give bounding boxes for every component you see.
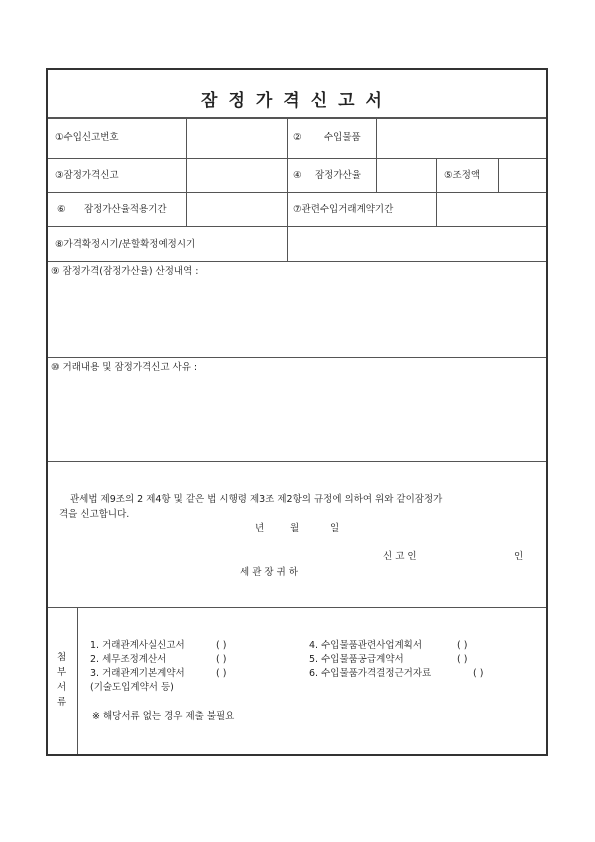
row-divider [48,357,546,358]
column-divider [498,158,499,192]
attachment-item: 5. 수입물품공급계약서 [309,654,404,665]
attachment-check-box[interactable]: ( ) [457,640,468,651]
row-divider [48,461,546,462]
attachment-item: 3. 거래관계기본계약서 [90,668,185,679]
date-day: 일 [330,523,340,534]
calculation-details-label: ⑨ 잠정가격(잠정가산율) 산정내역 : [51,266,199,277]
attachments-note: ※ 해당서류 없는 경우 제출 불필요 [92,711,235,722]
rate-period-number: ⑥ [57,204,66,215]
attachment-check-box[interactable]: ( ) [216,640,227,651]
import-declaration-number-label: ①수입신고번호 [55,132,119,143]
attachments-side-label-3: 서 [57,682,67,693]
column-divider [436,158,437,226]
declaration-text-line1: 관세법 제9조의 2 제4항 및 같은 법 시행령 제3조 제2항의 규정에 의하여 위와 같이잠정가 [70,494,443,505]
attachment-check-box[interactable]: ( ) [473,668,484,679]
transaction-reason-label: ⑩ 거래내용 및 잠정가격신고 사유 : [51,362,198,373]
column-divider [287,118,288,261]
declarant-label: 신 고 인 [383,551,417,562]
row-divider [48,261,546,262]
row-divider [48,158,546,159]
attachment-check-box[interactable]: ( ) [457,654,468,665]
imported-goods-label: 수입물품 [324,132,361,143]
adjustment-amount-label: ⑤조정액 [444,170,481,181]
contract-period-label: ⑦관련수입거래계약기간 [293,204,394,215]
attachments-side-label-1: 첨 [57,652,67,663]
rate-period-label: 잠정가산율적용기간 [84,204,167,215]
row-divider [48,607,546,608]
attachments-side-label-4: 류 [57,697,67,708]
provisional-rate-number: ④ [293,170,302,181]
row-divider [48,192,546,193]
column-divider [376,118,377,192]
date-month: 월 [290,523,300,534]
seal-mark: 인 [514,551,524,562]
addressee-label: 세 관 장 귀 하 [240,567,298,578]
date-year: 년 [255,523,265,534]
attachment-item: 2. 세무조정계산서 [90,654,167,665]
attachment-check-box[interactable]: ( ) [216,654,227,665]
attachment-item: 4. 수입물품관련사업계획서 [309,640,423,651]
attachments-side-label-2: 부 [57,667,67,678]
declaration-text-line2: 격을 신고합니다. [59,509,130,520]
row-divider [48,226,546,227]
column-divider [186,118,187,226]
provisional-rate-label: 잠정가산율 [315,170,361,181]
attachment-item-sub: (기술도입계약서 등) [90,682,174,693]
price-confirmation-timing-label: ⑧가격확정시기/분할확정예정시기 [55,239,196,250]
imported-goods-number: ② [293,132,302,143]
attachment-item: 6. 수입물품가격결정근거자료 [309,668,432,679]
column-divider [77,607,78,754]
attachment-check-box[interactable]: ( ) [216,668,227,679]
form-title: 잠정가격신고서 [201,91,393,111]
attachment-item: 1. 거래관계사실신고서 [90,640,185,651]
row-divider [48,117,546,119]
provisional-price-label: ③잠정가격신고 [55,170,119,181]
